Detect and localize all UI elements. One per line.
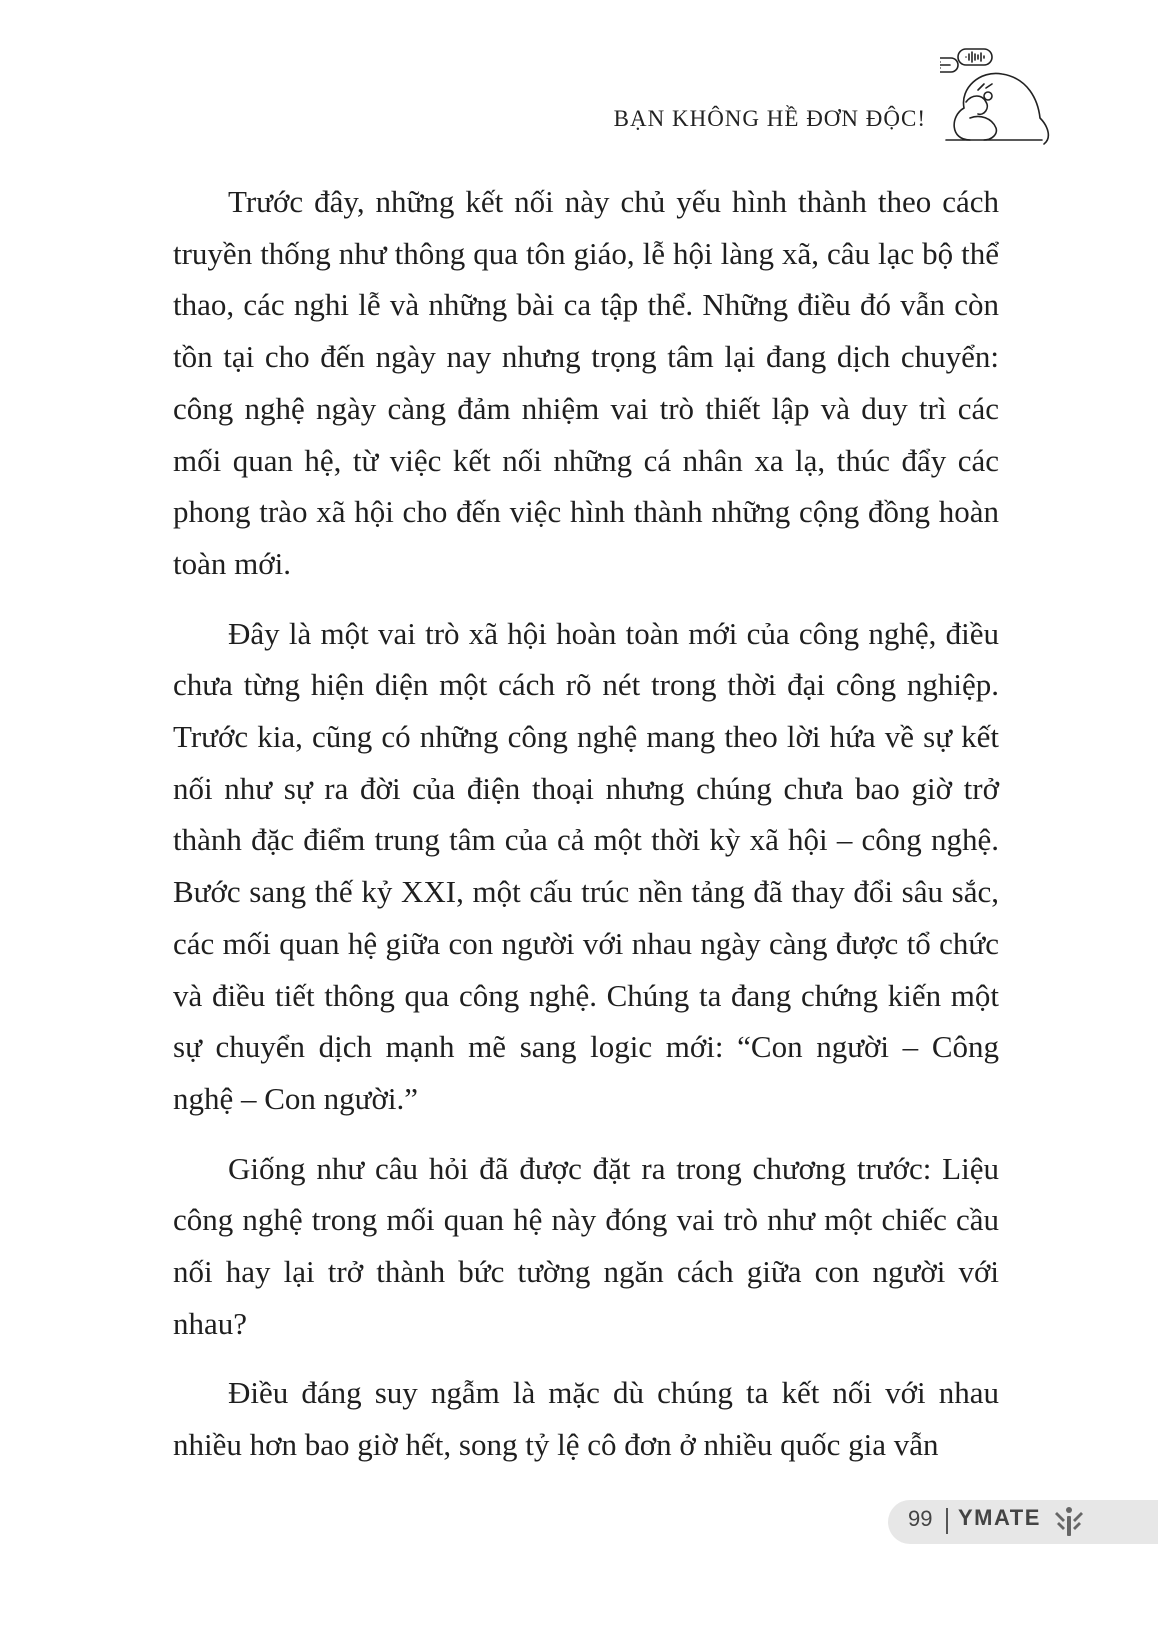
paragraph-4: Điều đáng suy ngẫm là mặc dù chúng ta kết nối với nhau nhiều hơn bao giờ hết, song tỷ lệ cô đơn ở nhiều quốc gia vẫn — [173, 1375, 999, 1463]
ymate-logo-icon — [1052, 1504, 1086, 1538]
brand-name: YMATE — [958, 1505, 1041, 1530]
body-text — [173, 176, 999, 1489]
robot-and-person-illustration-icon — [940, 44, 1110, 162]
running-header-title: BẠN KHÔNG HỀ ĐƠN ĐỘC! — [613, 106, 926, 131]
paragraph-1: Trước đây, những kết nối này chủ yếu hình thành theo cách truyền thống như thông qua tôn giáo, lễ hội làng xã, câu lạc bộ thể thao, các nghi lễ và những bài ca tập thể. Những điều đó vẫn còn tồn tại cho đến ngày nay nhưng trọng tâm lại đang dịch chuyển: công nghệ ngày càng đảm nhiệm vai trò thiết lập và duy trì các mối quan hệ, từ việc kết nối những cá nhân xa lạ, thúc đẩy các phong trào xã hội cho đến việc hình thành những cộng đồng hoàn toàn mới. — [173, 184, 999, 581]
page-number: 99 — [908, 1506, 933, 1531]
paragraph-2: Đây là một vai trò xã hội hoàn toàn mới của công nghệ, điều chưa từng hiện diện một cách rõ nét trong thời đại công nghiệp. Trước kia, cũng có những công nghệ mang theo lời hứa về sự kết nối như sự ra đời của điện thoại nhưng chúng chưa bao giờ trở thành đặc điểm trung tâm của cả một thời kỳ xã hội – công nghệ. Bước sang thế kỷ XXI, một cấu trúc nền tảng đã thay đổi sâu sắc, các mối quan hệ giữa con người với nhau ngày càng được tổ chức và điều tiết thông qua công nghệ. Chúng ta đang chứng kiến một sự chuyển dịch mạnh mẽ sang logic mới: “Con người – Công nghệ – Con người.” — [173, 615, 999, 1116]
footer-divider — [946, 1508, 948, 1534]
paragraph-3: Giống như câu hỏi đã được đặt ra trong chương trước: Liệu công nghệ trong mối quan hệ này đóng vai trò như một chiếc cầu nối hay lại trở thành bức tường ngăn cách giữa con người với nhau? — [173, 1150, 999, 1341]
